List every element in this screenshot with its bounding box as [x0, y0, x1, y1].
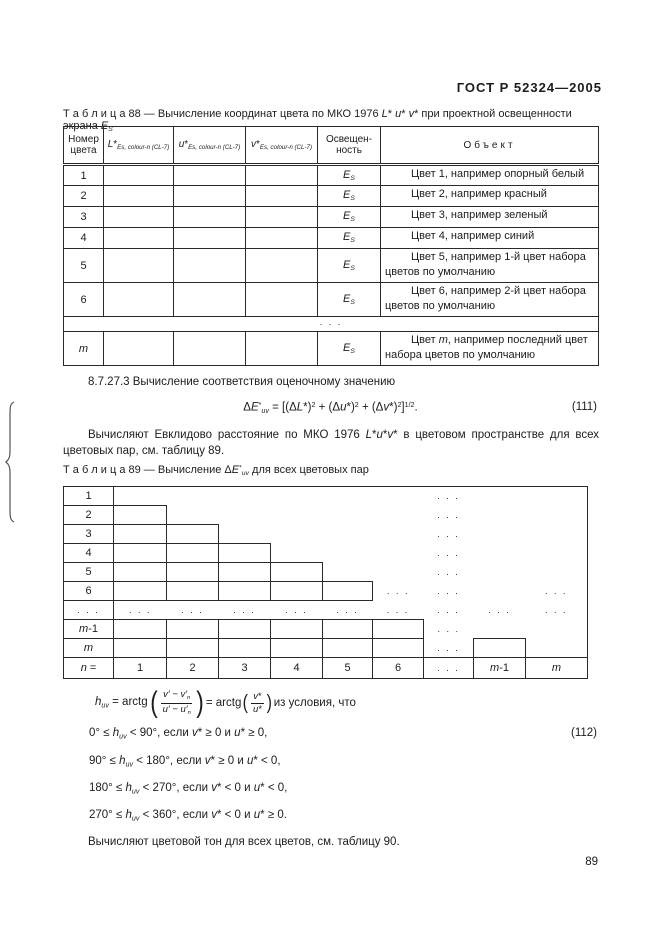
column-index: 1: [114, 658, 167, 679]
t88-header-color-number: Номер цвета: [64, 127, 104, 165]
cell-u-value: [174, 283, 246, 317]
cell-ellipsis: . . .: [386, 604, 410, 615]
margin-change-bar-brace: [4, 401, 16, 523]
formula-112-hue-angle: [95, 686, 356, 720]
cell-u-value: [174, 186, 246, 207]
column-index: 5: [323, 658, 373, 679]
cell-L-value: [104, 332, 174, 366]
cell-ellipsis: . . .: [437, 642, 460, 653]
table-row: [64, 332, 599, 366]
cell-ellipsis: . . .: [64, 317, 599, 332]
column-index: m: [526, 658, 588, 679]
cell-object: Цвет 6, например 2-й цвет набора цветов по умолчанию: [381, 283, 599, 317]
condition-line: 0° ≤ huv < 90°, если v* ≥ 0 и u* ≥ 0,: [89, 727, 268, 741]
cell-color-number: 3: [64, 207, 104, 228]
table-88-caption: Т а б л и ц а 88 — Вычисление координат цвета по МКО 1976 L* u* v* при проектной освещенности экрана ES: [63, 108, 572, 134]
cell-object: Цвет 3, например зеленый: [381, 207, 599, 228]
row-label: m-1: [64, 620, 114, 639]
table-88-header-row: [64, 127, 599, 165]
cell-color-number: 4: [64, 228, 104, 249]
cell-ellipsis: . . .: [437, 624, 460, 634]
table-row: [64, 249, 599, 283]
row-label: 1: [64, 487, 114, 506]
cell-illuminance: ES: [318, 283, 381, 317]
t88-header-v-coordinate: v*Es, colour-n (CL-7): [246, 127, 318, 165]
column-index-label: n =: [64, 658, 114, 679]
equation-number-112: (112): [571, 727, 597, 739]
cell-object: Цвет 1, например опорный белый: [381, 165, 599, 186]
page-number: 89: [585, 856, 598, 868]
cell-L-value: [104, 165, 174, 186]
fraction-numerator: v*: [253, 690, 262, 702]
formula-112-lhs: huv = arctg: [95, 696, 148, 710]
table-row: [64, 544, 588, 563]
t88-header-illuminance: Освещен-ность: [318, 127, 381, 165]
cell-ellipsis: . . .: [437, 605, 460, 615]
document-header-standard-number: ГОСТ Р 52324—2005: [456, 80, 602, 95]
cell-ellipsis: . . .: [233, 605, 256, 615]
table-row: [64, 207, 599, 228]
cell-L-value: [104, 283, 174, 317]
table-89-column-header-row: [64, 658, 588, 679]
cell-illuminance: ES: [318, 332, 381, 366]
formula-112-tail: из условия, что: [273, 697, 356, 709]
cell-ellipsis: . . .: [437, 567, 460, 577]
cell-ellipsis: . . .: [181, 605, 204, 615]
fraction-denominator: u*: [253, 703, 263, 715]
fraction-uv-star: [251, 691, 264, 716]
cell-illuminance: ES: [318, 228, 381, 249]
condition-line: 180° ≤ huv < 270°, если v* < 0 и u* < 0,: [89, 782, 288, 796]
equation-number-111: (111): [571, 401, 597, 413]
column-index: 4: [271, 658, 323, 679]
cell-ellipsis: . . .: [437, 586, 460, 596]
row-label-ellipsis: . . .: [64, 601, 114, 620]
row-label: 2: [64, 506, 114, 525]
cell-v-value: [246, 228, 318, 249]
cell-color-number: m: [64, 332, 104, 366]
row-label: 5: [64, 563, 114, 582]
cell-L-value: [104, 207, 174, 228]
table-row: [64, 563, 588, 582]
cell-ellipsis: . . .: [437, 548, 460, 558]
table-row: [64, 506, 588, 525]
cell-ellipsis: . . .: [437, 529, 460, 539]
open-paren: (: [243, 692, 249, 714]
table-row: [64, 228, 599, 249]
table-row: [64, 165, 599, 186]
fraction-denominator: u′ − u′n: [162, 703, 191, 716]
cell-color-number: 6: [64, 283, 104, 317]
close-paren: ): [266, 692, 273, 714]
condition-line: 270° ≤ huv < 360°, если v* < 0 и u* ≥ 0.: [89, 809, 287, 823]
condition-line: 90° ≤ huv < 180°, если v* ≥ 0 и u* < 0,: [89, 755, 281, 769]
cell-u-value: [174, 249, 246, 283]
open-paren: (: [149, 686, 158, 719]
close-paren: ): [196, 686, 204, 719]
row-label: 6: [64, 582, 114, 601]
column-index-ellipsis: . . .: [424, 658, 474, 679]
column-index: 6: [373, 658, 424, 679]
cell-L-value: [104, 249, 174, 283]
cell-u-value: [174, 228, 246, 249]
table-row: [64, 525, 588, 544]
cell-object: Цвет 5, например 1-й цвет набора цветов по умолчанию: [381, 249, 599, 283]
cell-ellipsis: . . .: [336, 605, 359, 615]
t88-header-L-coordinate: L*Es, colour-n (CL-7): [104, 127, 174, 165]
fraction-numerator: v′ − v′n: [161, 689, 192, 703]
cell-ellipsis: . . .: [544, 605, 568, 615]
table-row-ellipsis: [64, 601, 588, 620]
cell-v-value: [246, 207, 318, 228]
cell-v-value: [246, 283, 318, 317]
cell-ellipsis: . . .: [544, 586, 568, 596]
cell-L-value: [104, 186, 174, 207]
column-index: 3: [219, 658, 271, 679]
cell-color-number: 1: [64, 165, 104, 186]
table-row: [64, 186, 599, 207]
cell-u-value: [174, 207, 246, 228]
table-88: [63, 126, 599, 366]
section-heading: 8.7.27.3 Вычисление соответствия оценочному значению: [88, 376, 396, 388]
cell-ellipsis: . . .: [437, 491, 460, 502]
cell-u-value: [174, 332, 246, 366]
cell-v-value: [246, 186, 318, 207]
cell-v-value: [246, 249, 318, 283]
cell-object: Цвет m, например последний цвет набора цветов по умолчанию: [381, 332, 599, 366]
table-row-ellipsis: [64, 317, 599, 332]
formula-111: $\Delta E^*uv = [(\Delta L*)^2 + (\Delta u*)^2 + (\Delta v*)^2]^{1/2}$.: [243, 401, 418, 415]
table-row: [64, 639, 588, 658]
table-row: [64, 620, 588, 639]
cell-ellipsis: . . .: [386, 586, 410, 596]
closing-paragraph: Вычисляют цветовой тон для всех цветов, см. таблицу 90.: [88, 836, 400, 848]
row-label: 4: [64, 544, 114, 563]
cell-illuminance: ES: [318, 165, 381, 186]
table-89-caption: Т а б л и ц а 89 — Вычисление ΔE*uv для всех цветовых пар: [63, 464, 369, 478]
column-index: m-1: [474, 658, 526, 679]
row-label: 3: [64, 525, 114, 544]
column-index: 2: [167, 658, 219, 679]
cell-illuminance: ES: [318, 186, 381, 207]
formula-112-mid: = arctg: [205, 697, 242, 709]
table-89: [63, 486, 588, 679]
cell-object: Цвет 2, например красный: [381, 186, 599, 207]
cell-color-number: 2: [64, 186, 104, 207]
table-row: [64, 582, 588, 601]
cell-v-value: [246, 165, 318, 186]
t88-header-object: Объект: [381, 127, 599, 165]
cell-v-value: [246, 332, 318, 366]
paragraph-euclidean-distance: Вычисляют Евклидово расстояние по МКО 1976 L*u*v* в цветовом пространстве для всех цветовых пар, см. таблицу 89.: [63, 429, 599, 457]
cell-L-value: [104, 228, 174, 249]
t88-header-u-coordinate: u*Es, colour-n (CL-7): [174, 127, 246, 165]
cell-ellipsis: . . .: [488, 605, 511, 615]
cell-ellipsis: . . .: [437, 510, 460, 520]
cell-illuminance: ES: [318, 249, 381, 283]
table-row: [64, 487, 588, 506]
cell-ellipsis: . . .: [128, 605, 152, 615]
table-row: [64, 283, 599, 317]
cell-u-value: [174, 165, 246, 186]
fraction-uv-prime: [161, 689, 193, 716]
cell-color-number: 5: [64, 249, 104, 283]
cell-illuminance: ES: [318, 207, 381, 228]
cell-ellipsis: . . .: [285, 605, 308, 615]
row-label: m: [64, 639, 114, 658]
cell-object: Цвет 4, например синий: [381, 228, 599, 249]
